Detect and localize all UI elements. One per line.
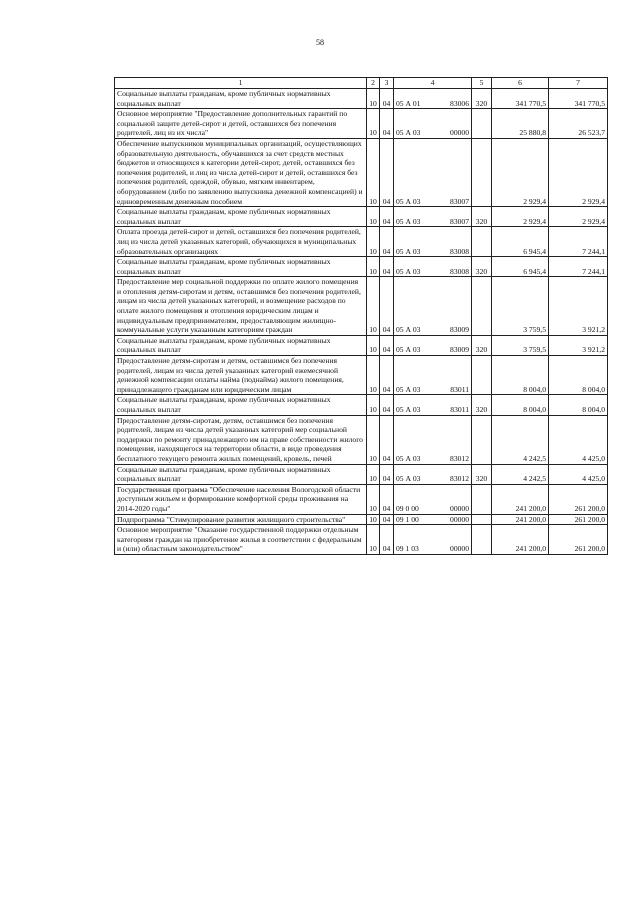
- row-amount-year-2: 2 929,4: [549, 207, 608, 227]
- row-amount-year-1: 8 004,0: [492, 395, 549, 415]
- row-amount-year-1: 25 880,8: [492, 109, 549, 139]
- row-target-program: 09 1 00: [396, 514, 419, 524]
- row-subsection: 04: [380, 89, 394, 109]
- row-target-direction: 00000: [450, 503, 469, 513]
- row-target-program: 05 А 03: [396, 453, 421, 463]
- row-amount-year-2: 8 004,0: [549, 395, 608, 415]
- row-subsection: 04: [380, 227, 394, 257]
- table-row: [115, 227, 608, 257]
- row-expense-type: [472, 356, 492, 395]
- budget-table: [114, 77, 608, 555]
- row-name: [115, 109, 367, 139]
- row-target-code: [394, 395, 472, 415]
- row-target-code: [394, 525, 472, 555]
- row-target-code: [394, 335, 472, 355]
- row-amount-year-2: 2 929,4: [549, 138, 608, 206]
- row-target-direction: 00000: [450, 544, 469, 554]
- row-target-code: [394, 138, 472, 206]
- row-section: 10: [367, 464, 380, 484]
- row-target-program: 05 А 03: [396, 325, 421, 335]
- row-name: [115, 356, 367, 395]
- row-section: 10: [367, 227, 380, 257]
- row-section: 10: [367, 277, 380, 336]
- table-row: [115, 415, 608, 464]
- page-number: 58: [316, 38, 324, 47]
- row-amount-year-1: 6 945,4: [492, 227, 549, 257]
- row-subsection: 04: [380, 207, 394, 227]
- row-amount-year-1: 2 929,4: [492, 138, 549, 206]
- row-name-text: Государственная программа "Обеспечение населения Вологодской области доступным жильем и формирование комфортной среды проживания на 2014-2020 годы": [117, 484, 361, 513]
- row-target-program: 05 А 03: [396, 405, 421, 414]
- row-target-direction: 83009: [450, 325, 469, 335]
- row-target-code: [394, 514, 472, 525]
- row-target-program: 09 0 00: [396, 503, 419, 513]
- row-name-text: Социальные выплаты гражданам, кроме публичных нормативных социальных выплат: [117, 89, 331, 108]
- table-row: [115, 207, 608, 227]
- table-row: [115, 484, 608, 514]
- row-target-code: [394, 207, 472, 227]
- row-name: [115, 257, 367, 277]
- header-col-1: 1: [115, 78, 367, 89]
- row-subsection: 04: [380, 514, 394, 525]
- row-expense-type: [472, 109, 492, 139]
- row-section: 10: [367, 356, 380, 395]
- row-name-text: Социальные выплаты гражданам, кроме публичных нормативных социальных выплат: [117, 207, 331, 226]
- row-target-program: 05 А 03: [396, 345, 421, 355]
- row-name-text: Предоставление детям-сиротам, детям, оставшимся без попечения родителей, лицам из числа детей указанных категорий мер социальной поддержки по ремонту принадлежащего им на праве собственности жилого помещения, находящегося на территории области, в виде проведения бесплатного текущего ремонта жилых помещений, кровель, печей: [117, 415, 363, 463]
- row-target-code: [394, 89, 472, 109]
- row-name-text: Предоставление мер социальной поддержки по оплате жилого помещения и отопления детям-сиротам и детям, оставшимся без попечения родителей, лицам из числа детей указанных категорий, и возмещение расходов по оплате жилого помещения и отопления юридическим лицам и индивидуальным предпринимателям, предоставляющим жилищно-коммунальные услуги указанным категориям граждан: [117, 277, 361, 335]
- row-amount-year-2: 4 425,0: [549, 464, 608, 484]
- row-section: 10: [367, 514, 380, 525]
- row-name: [115, 395, 367, 415]
- row-expense-type: 320: [472, 207, 492, 227]
- row-name: [115, 335, 367, 355]
- row-target-direction: 00000: [450, 514, 469, 524]
- row-section: 10: [367, 484, 380, 514]
- row-target-program: 05 А 01: [396, 98, 421, 108]
- row-expense-type: 320: [472, 395, 492, 415]
- row-amount-year-2: 3 921,2: [549, 277, 608, 336]
- row-amount-year-2: 341 770,5: [549, 89, 608, 109]
- header-col-6: 6: [492, 78, 549, 89]
- header-col-2: 2: [367, 78, 380, 89]
- row-section: 10: [367, 109, 380, 139]
- row-subsection: 04: [380, 277, 394, 336]
- row-target-direction: 83012: [450, 453, 469, 463]
- row-amount-year-1: 241 200,0: [492, 484, 549, 514]
- row-amount-year-2: 261 200,0: [549, 525, 608, 555]
- row-name-text: Основное мероприятие "Предоставление дополнительных гарантий по социальной защите детей-сирот и детей, оставшихся без попечения родителей, лиц из их числа": [117, 109, 348, 138]
- row-target-code: [394, 356, 472, 395]
- row-amount-year-2: 8 004,0: [549, 356, 608, 395]
- row-subsection: 04: [380, 415, 394, 464]
- row-target-program: 05 А 03: [396, 216, 421, 226]
- row-target-code: [394, 227, 472, 257]
- row-amount-year-1: 4 242,5: [492, 464, 549, 484]
- row-target-program: 05 А 03: [396, 474, 421, 484]
- row-amount-year-2: 261 200,0: [549, 484, 608, 514]
- row-target-code: [394, 277, 472, 336]
- table-row: [115, 514, 608, 525]
- row-target-direction: 83006: [450, 98, 469, 108]
- row-name-text: Социальные выплаты гражданам, кроме публичных нормативных социальных выплат: [117, 395, 331, 414]
- row-subsection: 04: [380, 257, 394, 277]
- row-name-text: Оплата проезда детей-сирот и детей, оставшихся без попечения родителей, лиц из числа детей указанных категорий, обучающихся в муниципальных образовательных организациях: [117, 227, 361, 256]
- table-row: [115, 138, 608, 206]
- row-target-program: 05 А 03: [396, 384, 421, 394]
- row-target-program: 09 1 03: [396, 544, 419, 554]
- row-target-program: 05 А 03: [396, 246, 421, 256]
- row-name-text: Предоставление детям-сиротам и детям, оставшимся без попечения родителей, лицам из числа детей указанных категорий ежемесячной денежной компенсации оплаты найма (поднайма) жилого помещения, принадлежащего гражданам или юридическим лицам: [117, 356, 344, 394]
- row-subsection: 04: [380, 109, 394, 139]
- row-target-direction: 83011: [450, 384, 469, 394]
- row-section: 10: [367, 207, 380, 227]
- row-name: [115, 277, 367, 336]
- row-subsection: 04: [380, 356, 394, 395]
- header-col-3: 3: [380, 78, 394, 89]
- row-amount-year-1: 241 200,0: [492, 514, 549, 525]
- row-name: [115, 484, 367, 514]
- row-target-code: [394, 109, 472, 139]
- row-subsection: 04: [380, 464, 394, 484]
- row-section: 10: [367, 525, 380, 555]
- row-name: [115, 464, 367, 484]
- row-target-direction: 83008: [450, 266, 469, 276]
- row-name-text: Основное мероприятие "Оказание государственной поддержки отдельным категориям граждан на приобретение жилья в соответствии с федеральным и (или) областным законодательством": [117, 525, 362, 554]
- table-row: [115, 464, 608, 484]
- row-name-text: Подпрограмма "Стимулирование развития жилищного строительства": [117, 514, 346, 524]
- row-amount-year-2: 7 244,1: [549, 227, 608, 257]
- row-target-direction: 83009: [450, 345, 469, 355]
- row-target-direction: 83007: [450, 216, 469, 226]
- header-col-7: 7: [549, 78, 608, 89]
- row-target-code: [394, 464, 472, 484]
- row-section: 10: [367, 89, 380, 109]
- row-target-direction: 00000: [450, 128, 469, 138]
- row-name: [115, 207, 367, 227]
- row-name: [115, 227, 367, 257]
- row-amount-year-1: 4 242,5: [492, 415, 549, 464]
- row-amount-year-1: 341 770,5: [492, 89, 549, 109]
- row-target-program: 05 А 03: [396, 128, 421, 138]
- table-row: [115, 89, 608, 109]
- table-row: [115, 277, 608, 336]
- row-name: [115, 525, 367, 555]
- table-row: [115, 109, 608, 139]
- row-target-direction: 83007: [450, 196, 469, 206]
- row-amount-year-2: 26 523,7: [549, 109, 608, 139]
- row-name-text: Социальные выплаты гражданам, кроме публичных нормативных социальных выплат: [117, 257, 331, 276]
- row-amount-year-1: 8 004,0: [492, 356, 549, 395]
- row-name: [115, 415, 367, 464]
- table-row: [115, 525, 608, 555]
- header-row: [115, 78, 608, 89]
- row-name: [115, 138, 367, 206]
- row-section: 10: [367, 257, 380, 277]
- row-expense-type: [472, 227, 492, 257]
- row-amount-year-1: 2 929,4: [492, 207, 549, 227]
- row-expense-type: 320: [472, 335, 492, 355]
- table-row: [115, 395, 608, 415]
- row-amount-year-1: 3 759,5: [492, 335, 549, 355]
- row-target-direction: 83012: [450, 474, 469, 484]
- row-expense-type: [472, 277, 492, 336]
- table-row: [115, 356, 608, 395]
- row-expense-type: 320: [472, 464, 492, 484]
- table-row: [115, 335, 608, 355]
- header-col-5: 5: [472, 78, 492, 89]
- row-amount-year-1: 6 945,4: [492, 257, 549, 277]
- table-row: [115, 257, 608, 277]
- row-expense-type: 320: [472, 89, 492, 109]
- row-amount-year-1: 3 759,5: [492, 277, 549, 336]
- row-target-program: 05 А 03: [396, 266, 421, 276]
- row-target-code: [394, 257, 472, 277]
- row-subsection: 04: [380, 335, 394, 355]
- row-name: [115, 514, 367, 525]
- row-subsection: 04: [380, 138, 394, 206]
- row-name: [115, 89, 367, 109]
- row-subsection: 04: [380, 395, 394, 415]
- row-section: 10: [367, 335, 380, 355]
- row-subsection: 04: [380, 484, 394, 514]
- row-expense-type: [472, 525, 492, 555]
- row-amount-year-2: 4 425,0: [549, 415, 608, 464]
- header-col-4: 4: [394, 78, 472, 89]
- row-name-text: Обеспечение выпускников муниципальных организаций, осуществляющих образовательную деятельность, обучавшихся за счет средств местных бюджетов и относящихся к категории детей-сирот, детей, оставшихся без попечения родителей, и лиц из числа детей-сирот и детей, оставшихся без попечения родителей, одеждой, обувью, мягким инвентарем, оборудованием (либо по заявлению выпускника денежной компенсацией) и единовременным денежным пособием: [117, 138, 363, 206]
- row-amount-year-2: 7 244,1: [549, 257, 608, 277]
- row-name-text: Социальные выплаты гражданам, кроме публичных нормативных социальных выплат: [117, 335, 331, 355]
- row-target-direction: 83008: [450, 246, 469, 256]
- row-section: 10: [367, 415, 380, 464]
- row-expense-type: [472, 514, 492, 525]
- row-name-text: Социальные выплаты гражданам, кроме публичных нормативных социальных выплат: [117, 464, 331, 484]
- row-expense-type: [472, 484, 492, 514]
- row-section: 10: [367, 138, 380, 206]
- row-amount-year-1: 241 200,0: [492, 525, 549, 555]
- row-amount-year-2: 3 921,2: [549, 335, 608, 355]
- row-amount-year-2: 261 200,0: [549, 514, 608, 525]
- row-target-program: 05 А 03: [396, 196, 421, 206]
- row-target-direction: 83011: [450, 405, 469, 414]
- row-expense-type: [472, 415, 492, 464]
- row-expense-type: [472, 138, 492, 206]
- row-section: 10: [367, 395, 380, 415]
- row-subsection: 04: [380, 525, 394, 555]
- row-expense-type: 320: [472, 257, 492, 277]
- row-target-code: [394, 415, 472, 464]
- row-target-code: [394, 484, 472, 514]
